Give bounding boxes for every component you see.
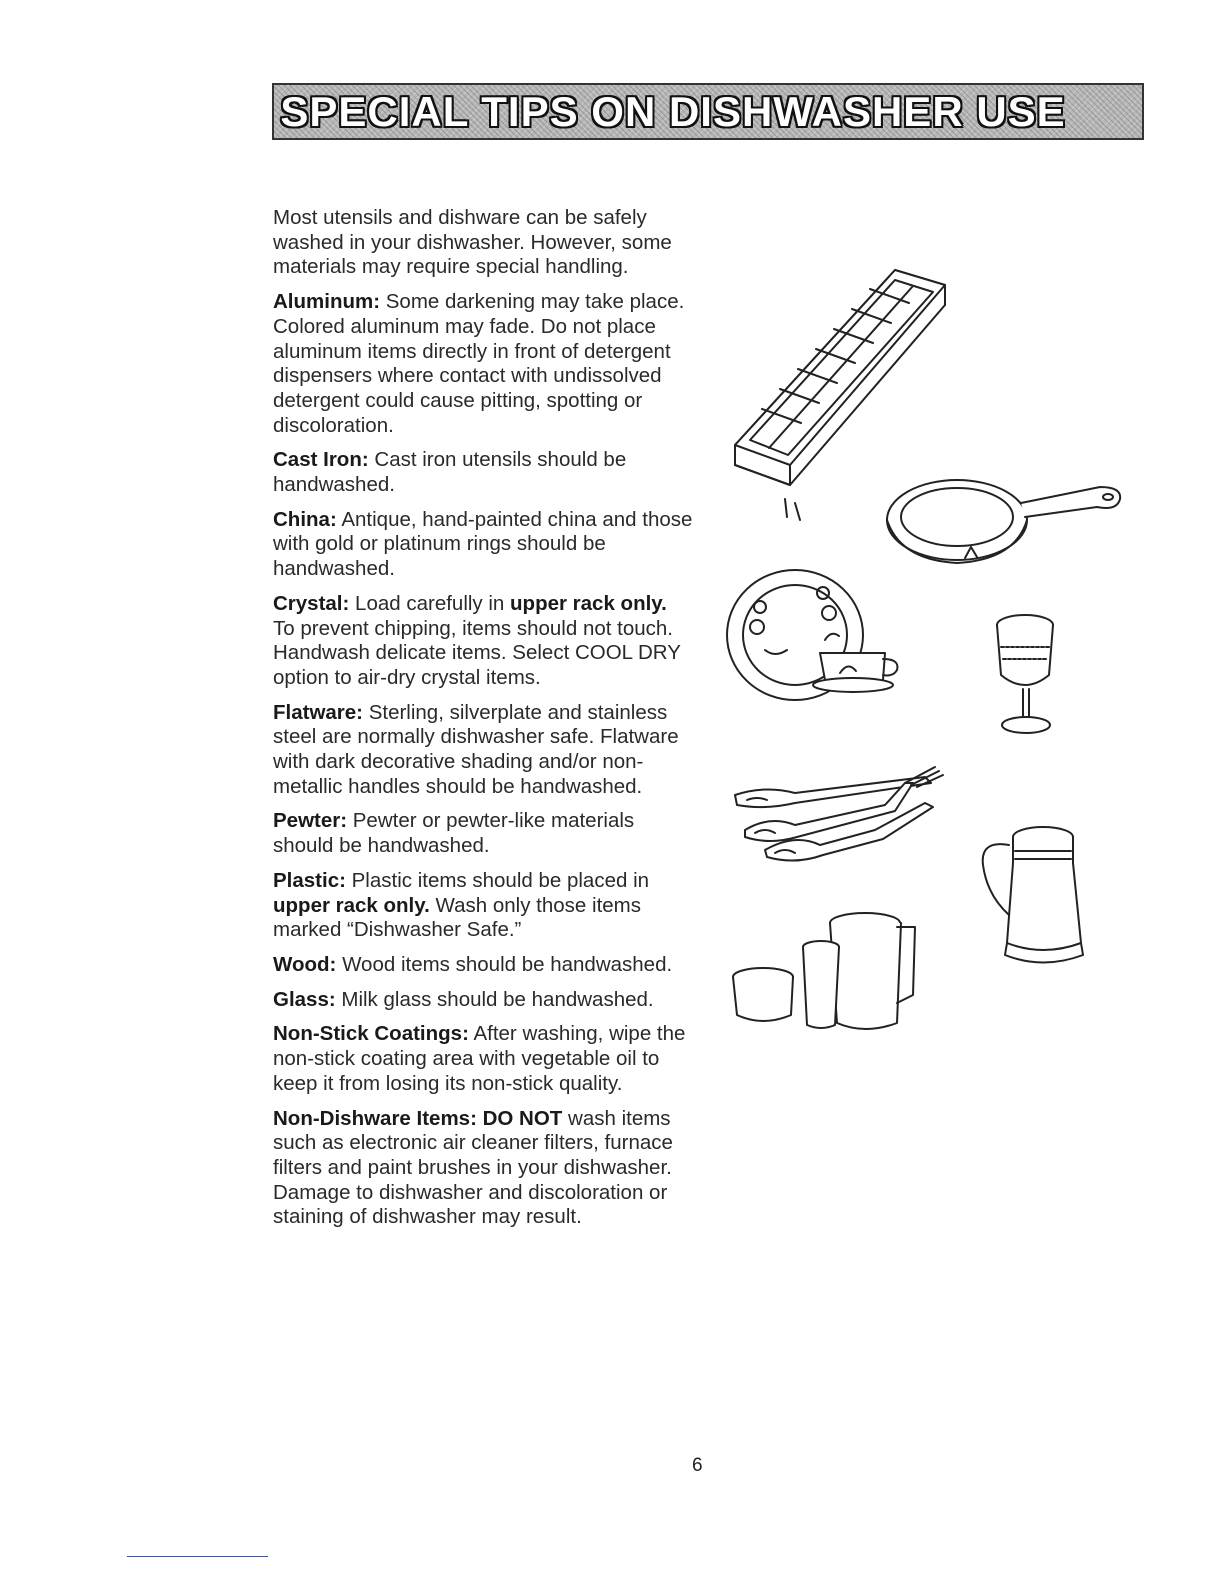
tip-paragraph [273, 290, 693, 438]
tip-text: Pewter or pewter-like materials should be handwashed. [273, 809, 635, 858]
page-number: 6 [692, 1455, 703, 1476]
tip-text: Plastic items should be placed in [345, 868, 650, 892]
tip-paragraph [273, 1107, 693, 1231]
cast-iron-pan-icon [887, 480, 1120, 563]
tip-text: Wood items should be handwashed. [336, 952, 673, 976]
tip-paragraph [273, 953, 693, 978]
tip-term: Pewter: [273, 809, 348, 833]
tip-paragraph [273, 1022, 693, 1096]
tip-emphasis: DO NOT [482, 1106, 563, 1130]
china-plate-icon [727, 570, 897, 700]
tip-term: Flatware: [273, 700, 363, 724]
tip-text: Wash only those items marked “Dishwasher Safe.” [273, 893, 641, 942]
flatware-icon [735, 767, 943, 861]
tip-paragraph [273, 701, 693, 800]
tip-emphasis: upper rack only. [273, 893, 430, 917]
tip-term: Crystal: [273, 591, 350, 615]
tip-paragraph [273, 988, 693, 1013]
tip-paragraph [273, 869, 693, 943]
tip-paragraph [273, 508, 693, 582]
tip-paragraph [273, 592, 693, 691]
intro-paragraph: Most utensils and dishware can be safely washed in your dishwasher. However, some materials may require special handling. [273, 206, 672, 279]
tip-text: Cast iron utensils should be handwashed. [273, 448, 627, 497]
tip-paragraph [273, 448, 693, 497]
ice-tray-icon [735, 270, 945, 520]
tip-text: Some darkening may take place. Colored aluminum may fade. Do not place aluminum items directly in front of detergent dispensers where contact with undissolved detergent could cause pitting, spotting or discoloration. [273, 290, 685, 437]
tip-text: Load carefully in [349, 591, 511, 615]
section-banner [272, 83, 1144, 140]
tip-term: China: [273, 507, 337, 531]
footer-rule [127, 1556, 268, 1557]
tip-text: Milk glass should be handwashed. [335, 987, 654, 1011]
tip-term: Non-Dishware Items: [273, 1106, 477, 1130]
tip-term: Plastic: [273, 868, 346, 892]
pewter-pot-icon [983, 827, 1083, 963]
tip-term: Wood: [273, 952, 337, 976]
tip-text: After washing, wipe the non-stick coating area with vegetable oil to keep it from losing its non-stick quality. [273, 1022, 686, 1095]
tip-text: Sterling, silverplate and stainless steel are normally dishwasher safe. Flatware with dark decorative shading and/or non-metallic handles should be handwashed. [273, 700, 679, 798]
tip-term: Cast Iron: [273, 448, 369, 472]
tips-list [273, 290, 693, 1230]
tip-term: Aluminum: [273, 290, 381, 314]
tip-emphasis: upper rack only. [510, 591, 667, 615]
page-title: SPECIAL TIPS ON DISHWASHER USE [280, 87, 1066, 135]
tip-paragraph [273, 809, 693, 858]
tip-text: Antique, hand-painted china and those with gold or platinum rings should be handwashed. [273, 507, 693, 581]
tip-text: To prevent chipping, items should not touch. Handwash delicate items. Select COOL DRY option to air-dry crystal items. [273, 616, 681, 689]
tip-term: Non-Stick Coatings: [273, 1022, 469, 1046]
tips-text [273, 206, 693, 1240]
tip-term: Glass: [273, 987, 336, 1011]
tip-text: wash items such as electronic air cleaner filters, furnace filters and paint brushes in your dishwasher. Damage to dishwasher and discoloration or staining of dishwasher may result. [273, 1106, 673, 1229]
dishware-illustration [725, 255, 1135, 1045]
crystal-goblet-icon [997, 615, 1053, 733]
plastic-containers-icon [733, 913, 915, 1029]
